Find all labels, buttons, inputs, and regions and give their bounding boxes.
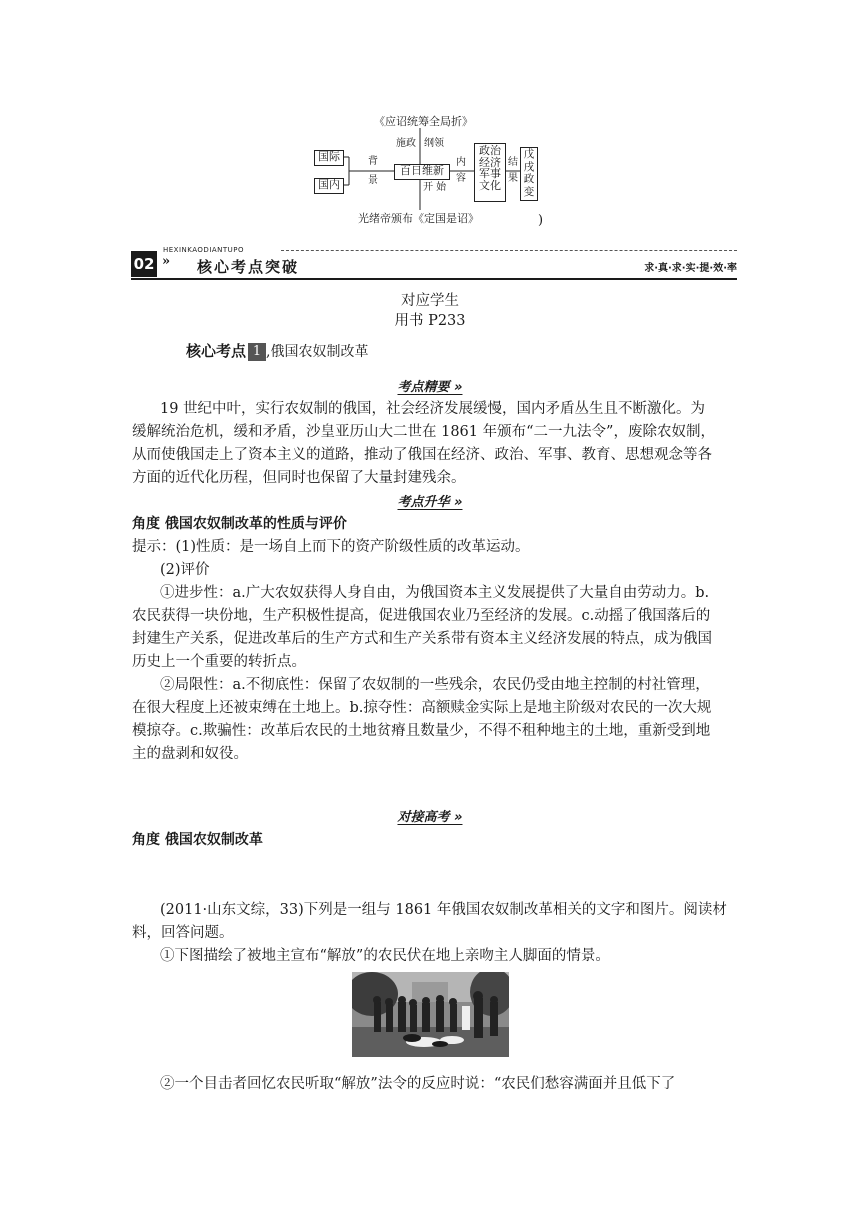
section-duijie bbox=[0, 806, 860, 825]
diagram-result-1: 结 bbox=[508, 157, 518, 168]
intro-line: 方面的近代化历程，但同时也保留了大量封建残余。 bbox=[132, 470, 466, 486]
section-shenghua-label: 考点升华 » bbox=[397, 495, 463, 510]
eval-line: (2)评价 bbox=[160, 562, 210, 578]
banner-rule bbox=[131, 278, 737, 280]
diagram-upper-left: 施政 bbox=[396, 138, 416, 149]
progress-line: ①进步性：a.广大农奴获得人身自由，为俄国资本主义发展提供了大量自由劳动力。b. bbox=[160, 585, 710, 601]
limit-line: 模掠夺。c.欺骗性：改革后农民的土地贫瘠且数量少，不得不租种地主的土地，重新受到地 bbox=[132, 723, 711, 739]
progress-line: 封建生产关系，促进改革后的生产方式和生产关系带有资本主义经济发展的特点，成为俄国 bbox=[132, 631, 712, 647]
result-char: 政 bbox=[523, 173, 535, 185]
banner-dotted-line bbox=[281, 250, 737, 251]
progress-line: 历史上一个重要的转折点。 bbox=[132, 654, 306, 670]
section-banner bbox=[131, 246, 737, 280]
banner-number: 02 bbox=[131, 251, 157, 277]
result-char: 戌 bbox=[523, 160, 535, 173]
content-item: 政治 bbox=[479, 144, 501, 157]
ref-line-1: 对应学生 bbox=[401, 293, 459, 309]
kaodian-title: ,俄国农奴制改革 bbox=[266, 344, 369, 360]
content-item: 文化 bbox=[479, 178, 501, 192]
limit-line: 在很大程度上还被束缚在土地上。b.掠夺性：高额赎金实际上是地主阶级对农民的一次大规 bbox=[132, 700, 712, 716]
tip-line: 提示：(1)性质：是一场自上而下的资产阶级性质的改革运动。 bbox=[132, 539, 530, 555]
diagram-bg-1: 背 bbox=[368, 156, 378, 167]
angle-title: 角度 俄国农奴制改革 bbox=[132, 832, 263, 848]
chevron-icon: » bbox=[162, 254, 171, 269]
banner-pinyin: HEXINKAODIANTUPO bbox=[163, 246, 245, 254]
content-item: 经济 bbox=[479, 155, 501, 169]
kaodian-heading bbox=[186, 340, 368, 361]
result-char: 变 bbox=[523, 185, 535, 198]
diagram-content-box bbox=[474, 143, 506, 202]
diagram-content-1: 内 bbox=[456, 157, 466, 168]
banner-motto: 求·真·求·实·提·效·率 bbox=[644, 263, 737, 274]
intro-line: 从而使俄国走上了资本主义的道路，推动了俄国在经济、政治、军事、教育、思想观念等各 bbox=[132, 447, 712, 463]
section-jingyao bbox=[0, 376, 860, 395]
reform-diagram bbox=[312, 112, 552, 227]
intro-line: 缓解统治危机，缓和矛盾，沙皇亚历山大二世在 1861 年颁布“二一九法令”，废除农奴制， bbox=[132, 424, 715, 440]
section-shenghua bbox=[0, 491, 860, 510]
illustration-image bbox=[352, 972, 509, 1057]
kaodian-number: 1 bbox=[248, 343, 266, 361]
progress-line: 农民获得一块份地，生产积极性提高，促进俄国农业乃至经济的发展。c.动摇了俄国落后的 bbox=[132, 608, 711, 624]
question-line: (2011·山东文综，33)下列是一组与 1861 年俄国农奴制改革相关的文字和图片。阅读材 bbox=[160, 902, 727, 918]
diagram-bottom-label: 光绪帝颁布《定国是诏》 bbox=[358, 212, 479, 225]
kaodian-label: 核心考点 bbox=[186, 342, 247, 360]
serf-illustration bbox=[352, 972, 509, 1057]
limit-line: ②局限性：a.不彻底性：保留了农奴制的一些残余，农民仍受由地主控制的村社管理， bbox=[160, 677, 710, 693]
diagram-bg-2: 景 bbox=[368, 175, 378, 186]
diagram-lower-right: 开 始 bbox=[423, 182, 447, 193]
section-jingyao-label: 考点精要 » bbox=[397, 380, 463, 395]
section-duijie-label: 对接高考 » bbox=[397, 810, 463, 825]
diagram-center-box: 百日维新 bbox=[394, 164, 450, 180]
limit-line: 主的盘剥和奴役。 bbox=[132, 746, 248, 762]
diagram-content-2: 容 bbox=[456, 173, 466, 184]
material-line: ①下图描绘了被地主宣布“解放”的农民伏在地上亲吻主人脚面的情景。 bbox=[160, 948, 610, 964]
material-line: ②一个目击者回忆农民听取“解放”法令的反应时说：“农民们愁容满面并且低下了 bbox=[160, 1076, 676, 1092]
stray-paren: ) bbox=[538, 213, 544, 228]
diagram-box-international: 国际 bbox=[314, 150, 344, 166]
banner-title: 核心考点突破 bbox=[197, 258, 300, 276]
intro-line: 19 世纪中叶，实行农奴制的俄国，社会经济发展缓慢，国内矛盾丛生且不断激化。为 bbox=[160, 401, 706, 417]
angle-title: 角度 俄国农奴制改革的性质与评价 bbox=[132, 516, 347, 532]
diagram-upper-right: 纲领 bbox=[424, 138, 444, 149]
content-item: 军事 bbox=[479, 167, 501, 181]
diagram-result-box bbox=[520, 147, 538, 201]
ref-line-2: 用书 P233 bbox=[394, 313, 466, 329]
question-line: 料，回答问题。 bbox=[132, 925, 234, 941]
result-char: 戊 bbox=[523, 148, 535, 160]
diagram-box-domestic: 国内 bbox=[314, 178, 344, 194]
diagram-result-2: 果 bbox=[508, 173, 518, 184]
diagram-top-label: 《应诏统筹全局折》 bbox=[374, 115, 473, 128]
